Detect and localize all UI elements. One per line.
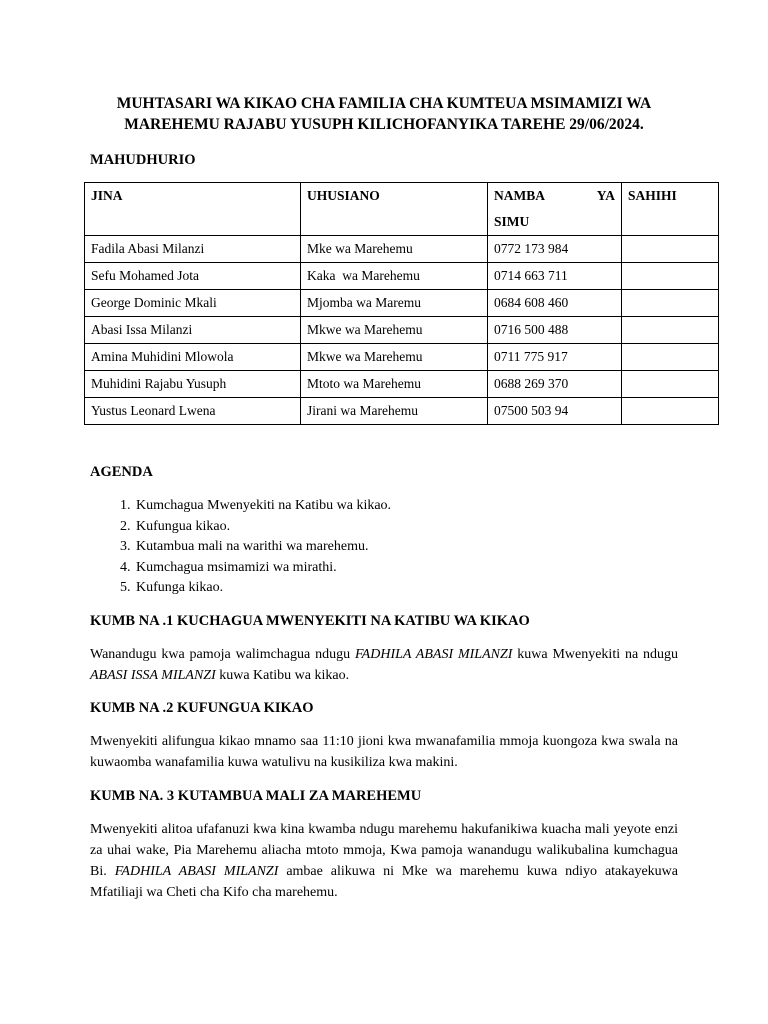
- table-row: [85, 236, 719, 263]
- cell-name: Muhidini Rajabu Yusuph: [85, 371, 301, 398]
- cell-phone: 0716 500 488: [488, 317, 622, 344]
- cell-relation: Mke wa Marehemu: [301, 236, 488, 263]
- agenda-item: 1. Kumchagua Mwenyekiti na Katibu wa kikao.: [134, 496, 391, 517]
- table-row: [85, 263, 719, 290]
- cell-name: George Dominic Mkali: [85, 290, 301, 317]
- cell-relation: Mtoto wa Marehemu: [301, 371, 488, 398]
- cell-phone: 0714 663 711: [488, 263, 622, 290]
- title-line-1: MUHTASARI WA KIKAO CHA FAMILIA CHA KUMTEUA MSIMAMIZI WA: [116, 95, 652, 112]
- cell-name: Abasi Issa Milanzi: [85, 317, 301, 344]
- cell-relation: Kaka wa Marehemu: [301, 263, 488, 290]
- cell-signature: [622, 263, 719, 290]
- cell-name: Yustus Leonard Lwena: [85, 398, 301, 425]
- cell-relation: Jirani wa Marehemu: [301, 398, 488, 425]
- cell-name: Fadila Abasi Milanzi: [85, 236, 301, 263]
- section-1-paragraph: [90, 644, 678, 686]
- cell-signature: [622, 236, 719, 263]
- section-1-text-c: kuwa Katibu wa kikao.: [215, 668, 350, 683]
- cell-name: Amina Muhidini Mlowola: [85, 344, 301, 371]
- header-phone-word-1: NAMBA: [494, 188, 545, 203]
- table-row: [85, 371, 719, 398]
- header-phone: [488, 183, 622, 236]
- attendance-table: [84, 182, 719, 425]
- cell-signature: [622, 371, 719, 398]
- agenda-item: 2. Kufungua kikao.: [134, 517, 391, 538]
- section-1-chair-name: FADHILA ABASI MILANZI: [354, 647, 513, 662]
- section-3-text-a: Mwenyekiti alitoa ufafanuzi kwa kina kwamba ndugu marehemu hakufanikiwa kuacha mali yeyote enzi za uhai wake, Pia Marehemu aliacha mtoto mmoja, Kwa pamoja wanandugu walikubalina kumchagua Bi.: [90, 822, 678, 879]
- cell-relation: Mkwe wa Marehemu: [301, 344, 488, 371]
- cell-signature: [622, 290, 719, 317]
- table-row: [85, 398, 719, 425]
- cell-relation: Mjomba wa Maremu: [301, 290, 488, 317]
- title-line-2: MAREHEMU RAJABU YUSUPH KILICHOFANYIKA TAREHE 29/06/2024.: [124, 116, 644, 133]
- cell-phone: 0772 173 984: [488, 236, 622, 263]
- section-3-follower-name: FADHILA ABASI MILANZI: [114, 864, 279, 879]
- cell-phone: 07500 503 94: [488, 398, 622, 425]
- section-3-heading: KUMB NA. 3 KUTAMBUA MALI ZA MAREHEMU: [90, 788, 422, 804]
- header-phone-word-3: SIMU: [494, 214, 530, 229]
- cell-phone: 0711 775 917: [488, 344, 622, 371]
- agenda-item: 3. Kutambua mali na warithi wa marehemu.: [134, 537, 391, 558]
- table-row: [85, 344, 719, 371]
- cell-signature: [622, 317, 719, 344]
- table-header-row: [85, 183, 719, 236]
- section-1-text-a: Wanandugu kwa pamoja walimchagua ndugu: [90, 647, 355, 662]
- section-1-secretary-name: ABASI ISSA MILANZI: [90, 668, 216, 683]
- section-3-text-b: ambae alikuwa ni Mke wa marehemu kuwa ndiyo atakayekuwa Mfatiliaji wa Cheti cha Kifo cha marehemu.: [90, 864, 679, 900]
- section-1-text-b: kuwa Mwenyekiti na ndugu: [512, 647, 679, 662]
- section-2-heading: KUMB NA .2 KUFUNGUA KIKAO: [90, 700, 314, 716]
- header-phone-word-2: YA: [596, 188, 615, 203]
- cell-name: Sefu Mohamed Jota: [85, 263, 301, 290]
- agenda-list: [90, 496, 391, 599]
- agenda-item: 4. Kumchagua msimamizi wa mirathi.: [134, 558, 391, 579]
- header-relation: UHUSIANO: [301, 183, 488, 236]
- attendance-heading: MAHUDHURIO: [90, 152, 196, 168]
- cell-relation: Mkwe wa Marehemu: [301, 317, 488, 344]
- header-name: JINA: [85, 183, 301, 236]
- document-title: [60, 93, 708, 135]
- table-row: [85, 317, 719, 344]
- cell-signature: [622, 344, 719, 371]
- agenda-item: 5. Kufunga kikao.: [134, 578, 391, 599]
- table-row: [85, 290, 719, 317]
- cell-signature: [622, 398, 719, 425]
- agenda-heading: AGENDA: [90, 464, 153, 480]
- section-1-heading: KUMB NA .1 KUCHAGUA MWENYEKITI NA KATIBU WA KIKAO: [90, 613, 530, 629]
- cell-phone: 0684 608 460: [488, 290, 622, 317]
- header-signature: SAHIHI: [622, 183, 719, 236]
- section-3-paragraph: [90, 819, 678, 903]
- header-phone-line-1: [494, 183, 615, 209]
- section-2-paragraph: Mwenyekiti alifungua kikao mnamo saa 11:10 jioni kwa mwanafamilia mmoja kuongoza kwa swala na kuwaomba wanafamilia kuwa watulivu na kusikiliza kwa makini.: [90, 734, 678, 770]
- cell-phone: 0688 269 370: [488, 371, 622, 398]
